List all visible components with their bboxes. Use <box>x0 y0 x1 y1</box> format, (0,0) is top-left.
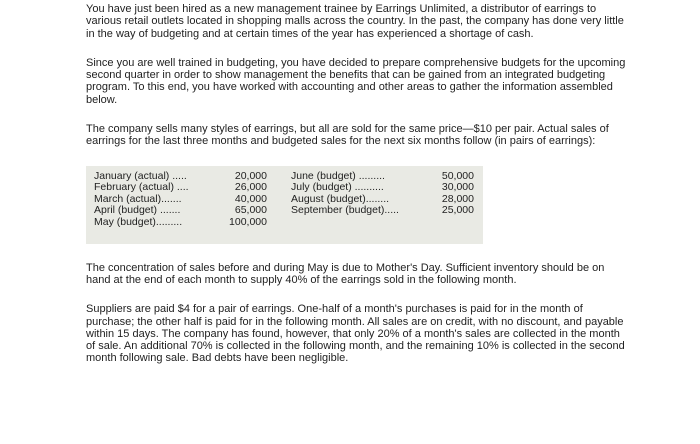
intro-paragraph: You have just been hired as a new management trainee by Earrings Unlimited, a distributor of earrings to various retail outlets located in shopping malls across the country. In the past, the company has done very little in the way of budgeting and at certain times of the year has experienced a shortage of cash. <box>86 3 624 40</box>
month-label: May (budget)......... <box>94 216 183 229</box>
month-value: 25,000 <box>441 204 474 217</box>
month-value: 40,000 <box>234 192 267 205</box>
sales-table-left-column <box>94 169 267 229</box>
table-row <box>291 205 476 217</box>
month-label: August (budget)........ <box>291 192 390 205</box>
month-value: 28,000 <box>441 192 474 205</box>
suppliers-paragraph: Suppliers are paid $4 for a pair of earrings. One-half of a month's purchases is paid for in the month of purchase; the other half is paid for in the following month. All sales are on credit, with no discount, and payable within 15 days. The company has found, however, that only 20% of a month's sales are collected in the month of sale. An additional 70% is collected in the following month, and the remaining 10% is collected in the second month following sale. Bad debts have been negligible. <box>86 303 625 365</box>
table-row <box>94 216 267 229</box>
month-value: 50,000 <box>441 169 474 182</box>
month-value: 26,000 <box>234 181 267 194</box>
sales-table-right-column <box>291 171 476 217</box>
budgeting-paragraph: Since you are well trained in budgeting, you have decided to prepare comprehensive budgets for the upcoming second quarter in order to show management the benefits that can be gained from an integrated budgeting program. To this end, you have worked with accounting and other areas to gather the information assembled below. <box>86 56 626 106</box>
month-label: June (budget) ......... <box>291 169 385 182</box>
month-label: January (actual) ..... <box>94 169 187 182</box>
month-value: 20,000 <box>234 169 267 182</box>
sales-intro-paragraph: The company sells many styles of earrings, but all are sold for the same price—$10 per pair. Actual sales of earrings for the last three months and budgeted sales for the next six months follow (in pairs of earrings): <box>86 123 609 148</box>
month-label: March (actual)....... <box>94 192 182 205</box>
month-label: April (budget) ....... <box>94 204 181 217</box>
month-value: 30,000 <box>441 181 474 194</box>
month-value: 100,000 <box>229 216 267 229</box>
month-value: 65,000 <box>234 204 267 217</box>
month-label: July (budget) .......... <box>291 181 384 194</box>
month-label: September (budget)..... <box>291 204 399 217</box>
sales-table <box>86 166 483 244</box>
month-label: February (actual) .... <box>94 181 189 194</box>
inventory-paragraph: The concentration of sales before and during May is due to Mother's Day. Sufficient inventory should be on hand at the end of each month to supply 40% of the earrings sold in the following month. <box>86 261 605 286</box>
document-page <box>86 0 626 365</box>
